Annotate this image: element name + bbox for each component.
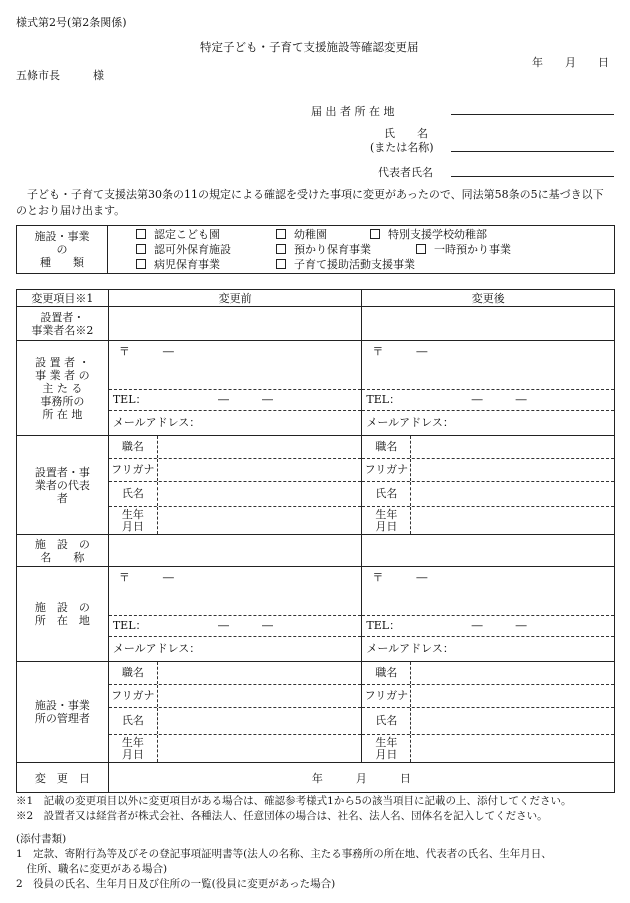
- facility-address-after[interactable]: 〒 ― TEL： ― ― メールアドレス：: [362, 567, 615, 662]
- col-before-header: 変更前: [108, 290, 362, 307]
- row-facility-name-label: 施 設 の 名 称: [17, 535, 109, 567]
- page-title: 特定子ども・子育て支援施設等確認変更届: [200, 40, 419, 54]
- change-date-field[interactable]: 年 月 日: [108, 763, 614, 793]
- manager-after[interactable]: 職名 フリガナ 氏名 生年 月日: [362, 662, 615, 763]
- facility-address-before[interactable]: 〒 ― TEL： ― ― メールアドレス：: [108, 567, 362, 662]
- founder-address-before[interactable]: 〒 ― TEL： ― ― メールアドレス：: [108, 341, 362, 436]
- row-manager-label: 施設・事業 所の管理者: [17, 662, 109, 763]
- checkbox-icon: [136, 229, 146, 239]
- rep-label: 代表者氏名: [378, 166, 433, 179]
- checkbox-icon: [370, 229, 380, 239]
- option-tokubetsu[interactable]: 特別支援学校幼稚部: [370, 227, 487, 242]
- addressee: 五條市長 様: [16, 69, 104, 82]
- col-item-header: 変更項目※1: [17, 290, 109, 307]
- founder-name-before[interactable]: [108, 307, 362, 341]
- row-founder-name-label: 設置者・ 事業者名※2: [17, 307, 109, 341]
- manager-before[interactable]: 職名 フリガナ 氏名 生年 月日: [108, 662, 362, 763]
- founder-address-after[interactable]: 〒 ― TEL： ― ― メールアドレス：: [362, 341, 615, 436]
- date-line: 年 月 日: [532, 56, 609, 69]
- checkbox-icon: [136, 244, 146, 254]
- name-label: 氏 名: [384, 127, 428, 140]
- note-2: ※2 設置者又は経営者が株式会社、各種法人、任意団体の場合は、社名、法人名、団体名を記入してください。: [16, 810, 548, 822]
- row-change-date-label: 変 更 日: [17, 763, 109, 793]
- checkbox-icon: [136, 259, 146, 269]
- option-azukari[interactable]: 預かり保育事業: [276, 242, 371, 257]
- option-byoji[interactable]: 病児保育事業: [136, 257, 220, 272]
- col-after-header: 変更後: [362, 290, 615, 307]
- facility-type-label-3: 種 類: [40, 256, 84, 269]
- facility-type-table: [16, 225, 615, 274]
- row-founder-address-label: 設 置 者 ・ 事 業 者 の 主 た る 事務所の 所 在 地: [17, 341, 109, 436]
- attachment-1-line-2: 住所、職名に変更がある場合): [16, 863, 168, 875]
- option-yochien[interactable]: 幼稚園: [276, 227, 327, 242]
- founder-name-after[interactable]: [362, 307, 615, 341]
- facility-name-before[interactable]: [108, 535, 362, 567]
- option-ninkagai[interactable]: 認可外保育施設: [136, 242, 231, 257]
- rep-after[interactable]: 職名 フリガナ 氏名 生年 月日: [362, 436, 615, 535]
- change-table: [16, 289, 615, 793]
- facility-type-label-1: 施設・事業: [34, 230, 90, 243]
- checkbox-icon: [276, 244, 286, 254]
- name-field[interactable]: [451, 151, 614, 152]
- row-facility-address-label: 施 設 の 所 在 地: [17, 567, 109, 662]
- rep-field[interactable]: [451, 176, 614, 177]
- option-nintei[interactable]: 認定こども園: [136, 227, 220, 242]
- checkbox-icon: [416, 244, 426, 254]
- attachments-heading: (添付書類): [16, 833, 67, 845]
- form-number: 様式第2号(第2条関係): [16, 16, 127, 29]
- option-ichiji[interactable]: 一時預かり事業: [416, 242, 511, 257]
- row-rep-label: 設置者・事 業者の代表 者: [17, 436, 109, 535]
- rep-before[interactable]: 職名 フリガナ 氏名 生年 月日: [108, 436, 362, 535]
- note-1: ※1 記載の変更項目以外に変更項目がある場合は、確認参考様式1から5の該当項目に記載の上、添付してください。: [16, 795, 572, 807]
- option-kosodate[interactable]: 子育て援助活動支援事業: [276, 257, 415, 272]
- checkbox-icon: [276, 229, 286, 239]
- address-label: 届 出 者 所 在 地: [311, 105, 395, 118]
- checkbox-icon: [276, 259, 286, 269]
- intro-text: 子ども・子育て支援法第30条の11の規定による確認を受けた事項に変更があったので、同法第58条の5に基づき以下のとおり届け出ます。: [16, 188, 604, 217]
- name-label-alt: (または名称): [370, 141, 434, 154]
- facility-type-label-2: の: [56, 243, 68, 256]
- address-field[interactable]: [451, 114, 614, 115]
- attachment-1-line-1: 1 定款、寄附行為等及びその登記事項証明書等(法人の名称、主たる事務所の所在地、代表者の氏名、生年月日、: [16, 848, 552, 860]
- attachment-2: 2 役員の氏名、生年月日及び住所の一覧(役員に変更があった場合): [16, 878, 336, 890]
- facility-name-after[interactable]: [362, 535, 615, 567]
